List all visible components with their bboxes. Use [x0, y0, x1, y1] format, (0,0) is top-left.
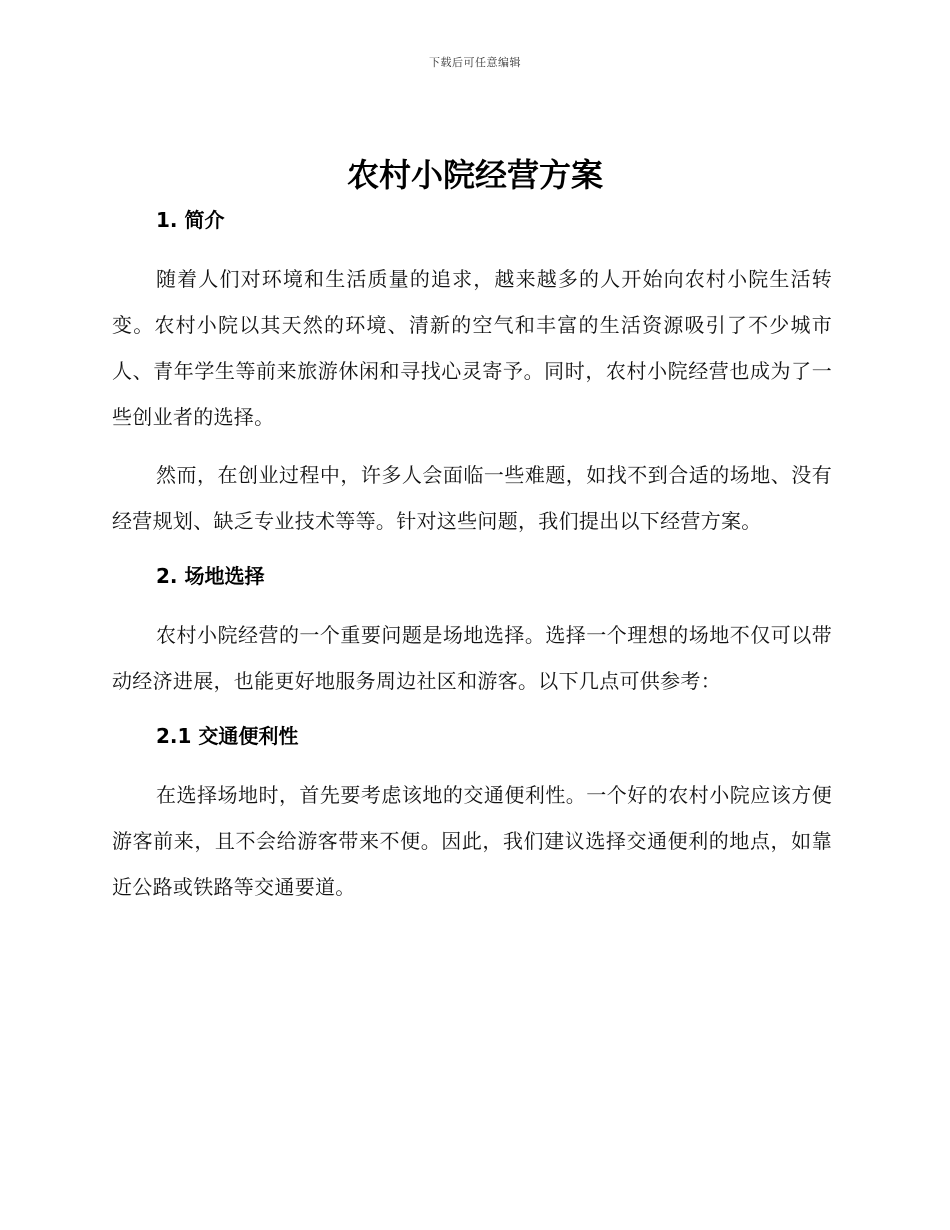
paragraph-intro-2: 然而，在创业过程中，许多人会面临一些难题，如找不到合适的场地、没有经营规划、缺乏专业技术等等。针对这些问题，我们提出以下经营方案。: [112, 463, 832, 533]
section-heading-site: 2. 场地选择: [156, 564, 265, 588]
section-heading-transport: 2.1 交通便利性: [156, 724, 299, 748]
paragraph-site-1: 农村小院经营的一个重要问题是场地选择。选择一个理想的场地不仅可以带动经济进展，也能更好地服务周边社区和游客。以下几点可供参考：: [112, 623, 832, 693]
paragraph-intro-1: 随着人们对环境和生活质量的追求，越来越多的人开始向农村小院生活转变。农村小院以其天然的环境、清新的空气和丰富的生活资源吸引了不少城市人、青年学生等前来旅游休闲和寻找心灵寄予。同时，农村小院经营也成为了一些创业者的选择。: [112, 267, 832, 429]
section-heading-intro: 1. 简介: [156, 208, 225, 232]
document-body: [112, 200, 832, 910]
header-note: 下载后可任意编辑: [429, 56, 521, 69]
document-title: 农村小院经营方案: [346, 156, 603, 194]
paragraph-transport-1: 在选择场地时，首先要考虑该地的交通便利性。一个好的农村小院应该方便游客前来，且不会给游客带来不便。因此，我们建议选择交通便利的地点，如靠近公路或铁路等交通要道。: [112, 783, 832, 899]
